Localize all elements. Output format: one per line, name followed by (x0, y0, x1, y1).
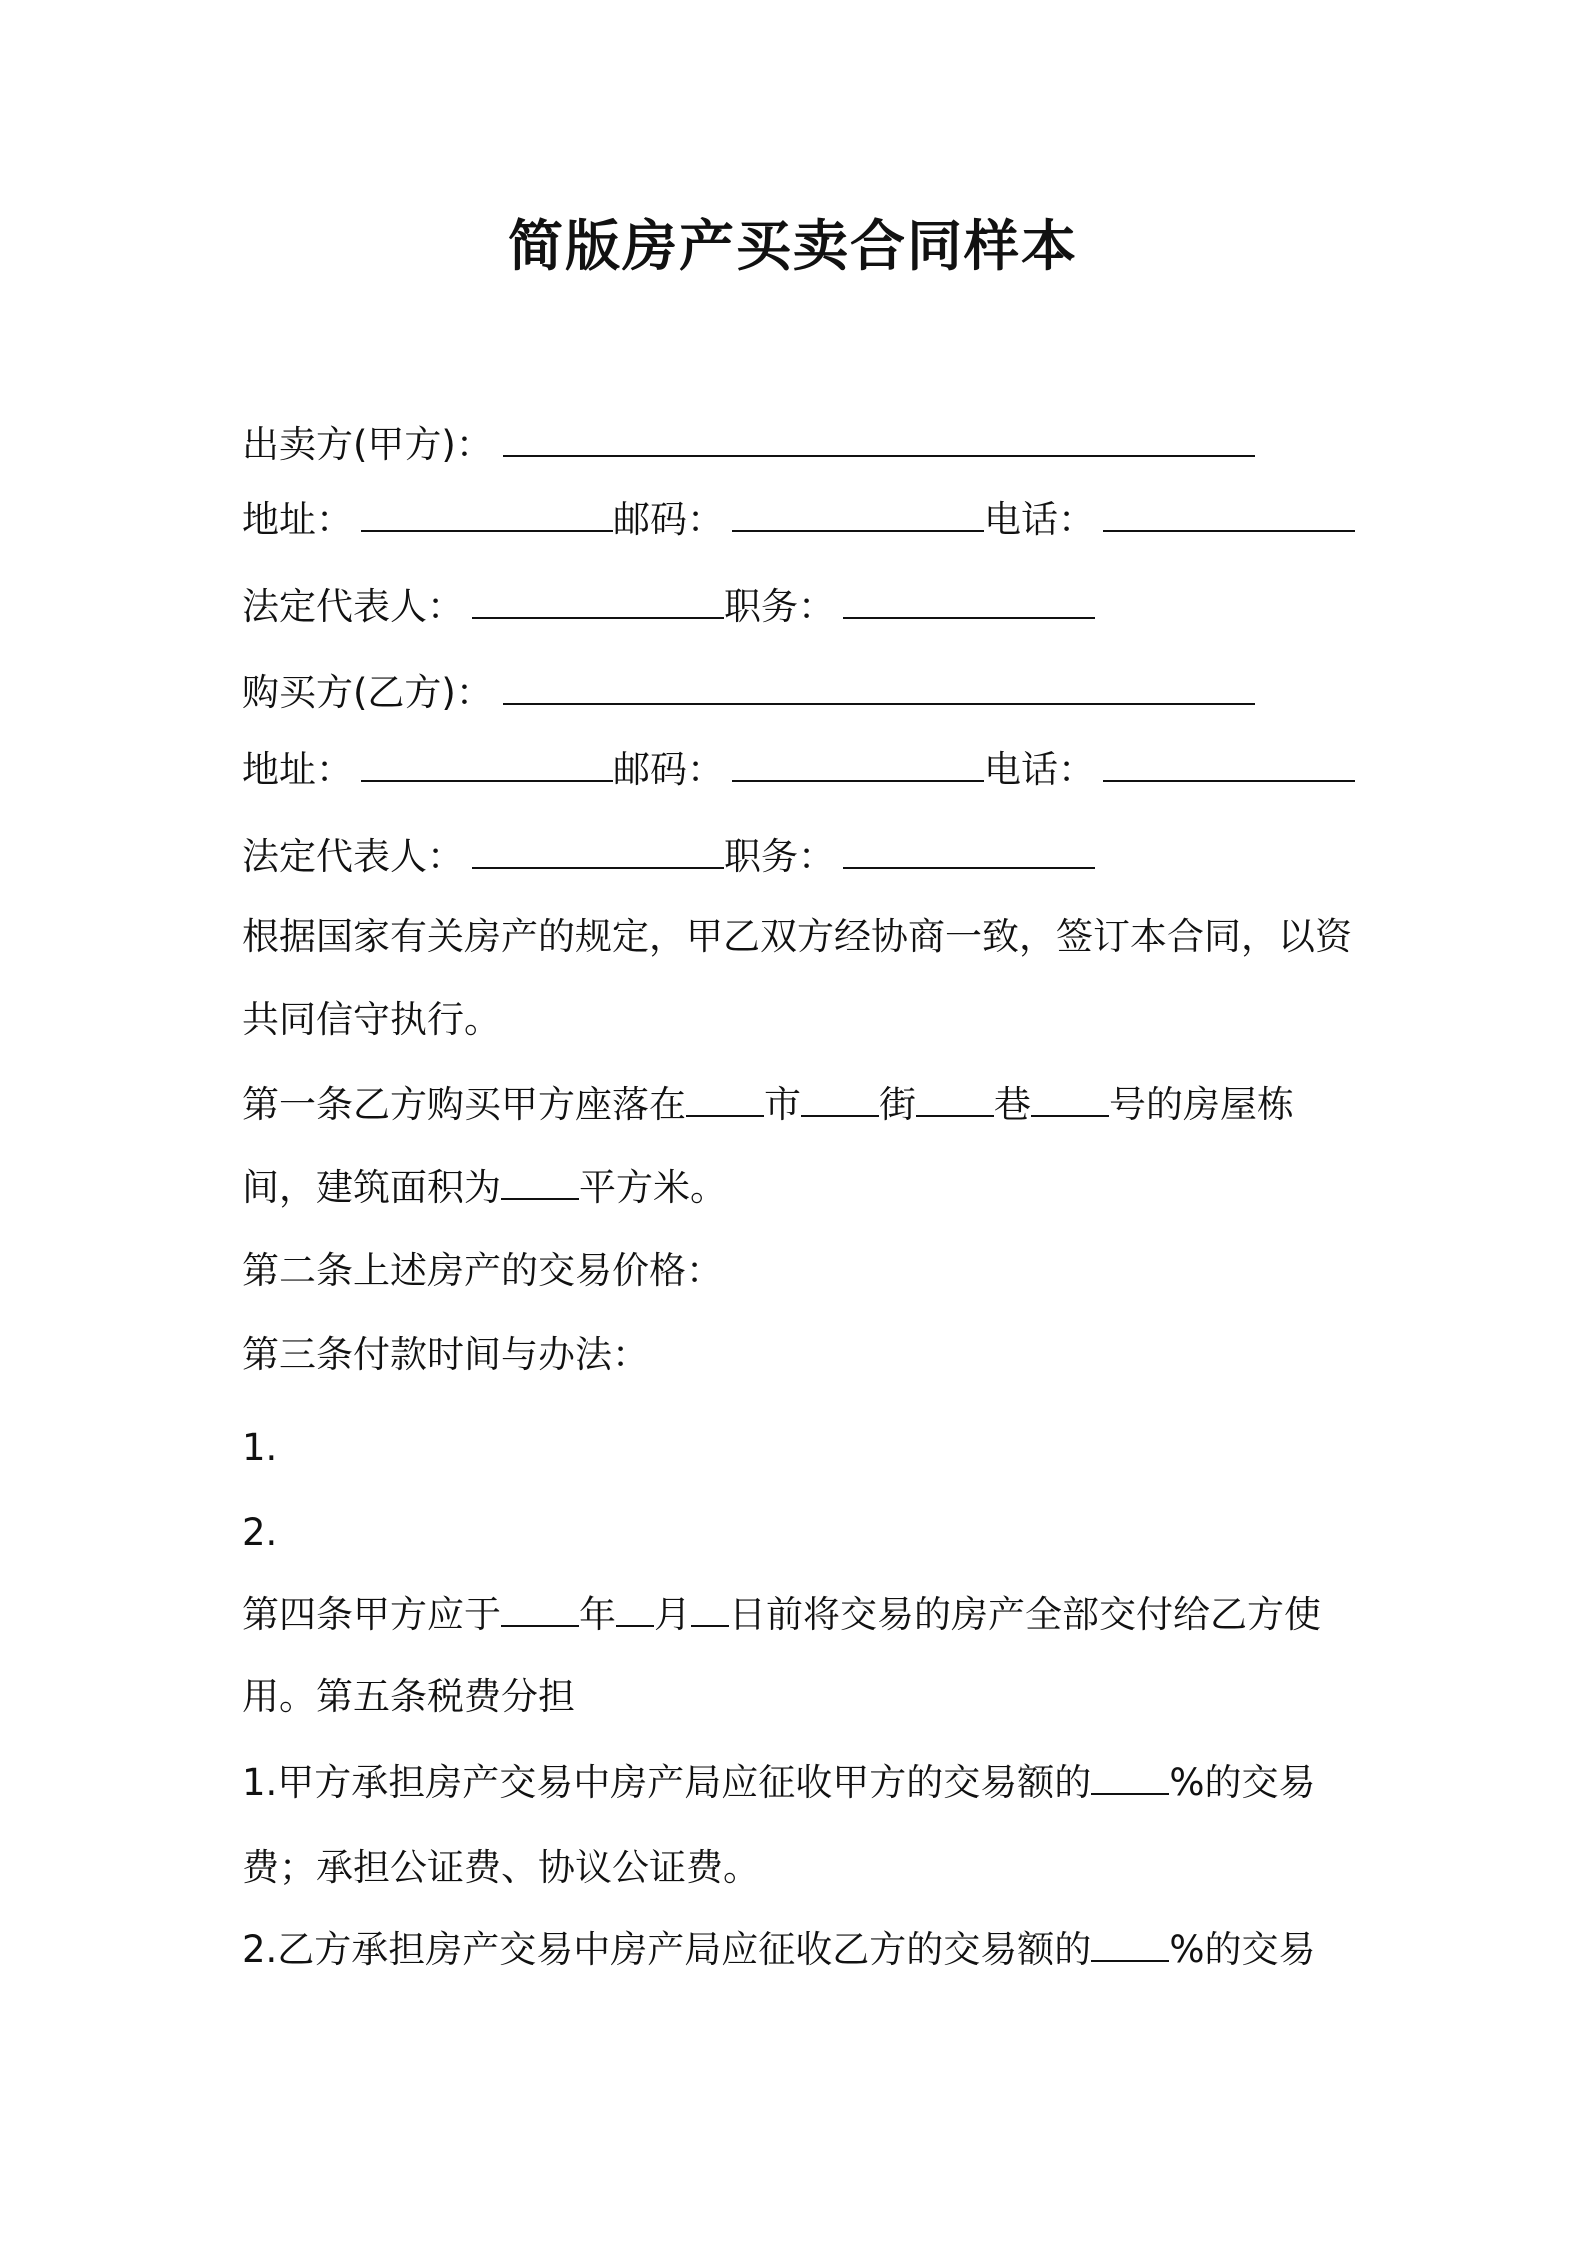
buyer-phone-label: 电话： (984, 748, 1095, 791)
buyer-address-label: 地址： (242, 748, 353, 791)
buyer-phone-blank[interactable] (1103, 746, 1355, 782)
article-5-item-1-text-a: 1.甲方承担房产交易中房产局应征收甲方的交易额的 (242, 1761, 1092, 1804)
seller-rep-blank[interactable] (472, 583, 724, 619)
buyer-postcode-label: 邮码： (613, 748, 724, 791)
preamble-line-2: 共同信守执行。 (242, 998, 501, 1041)
lane-blank[interactable] (916, 1081, 994, 1117)
article-5-item-1-line-2: 费；承担公证费、协议公证费。 (242, 1846, 760, 1889)
article-5-item-2-text-b: %的交易 (1169, 1928, 1316, 1971)
seller-address-blank[interactable] (361, 496, 613, 532)
document-title: 简版房产买卖合同样本 (507, 214, 1078, 278)
seller-line (242, 420, 1255, 470)
article-1-text-3: 街 (879, 1083, 916, 1126)
buyer-line (242, 668, 1255, 718)
buyer-position-label: 职务： (724, 835, 835, 878)
seller-name-blank[interactable] (503, 421, 1255, 457)
article-4-text-3: 月 (654, 1593, 691, 1636)
article-3-title: 第三条付款时间与办法： (242, 1333, 649, 1376)
article-1-area-text: 间，建筑面积为 (242, 1166, 501, 1209)
article-1-text-1: 第一条乙方购买甲方座落在 (242, 1083, 686, 1126)
buyer-rep-line (242, 832, 1095, 882)
seller-postcode-label: 邮码： (613, 498, 724, 541)
preamble-line-1: 根据国家有关房产的规定，甲乙双方经协商一致，签订本合同，以资 (242, 915, 1352, 958)
article-2: 第二条上述房产的交易价格： (242, 1249, 723, 1292)
article-5-item-2-text-a: 2.乙方承担房产交易中房产局应征收乙方的交易额的 (242, 1928, 1092, 1971)
buyer-name-blank[interactable] (503, 669, 1255, 705)
article-1-text-5: 号的房屋栋 (1109, 1083, 1294, 1126)
buyer-address-blank[interactable] (361, 746, 613, 782)
area-blank[interactable] (501, 1164, 579, 1200)
year-blank[interactable] (501, 1591, 579, 1627)
article-1-line-1 (242, 1080, 1294, 1130)
article-1-text-2: 市 (764, 1083, 801, 1126)
seller-rep-line (242, 582, 1095, 632)
buyer-postcode-blank[interactable] (732, 746, 984, 782)
buyer-position-blank[interactable] (843, 833, 1095, 869)
article-5-item-2-line-1 (242, 1925, 1315, 1975)
article-4-line-1 (242, 1590, 1321, 1640)
buyer-rep-blank[interactable] (472, 833, 724, 869)
seller-address-label: 地址： (242, 498, 353, 541)
seller-position-label: 职务： (724, 585, 835, 628)
article-5-item-1-text-b: %的交易 (1169, 1761, 1316, 1804)
article-4-text-1: 第四条甲方应于 (242, 1593, 501, 1636)
seller-position-blank[interactable] (843, 583, 1095, 619)
article-1-line-2 (242, 1163, 727, 1213)
article-3-item-1: 1. (242, 1426, 278, 1469)
article-1-unit-text: 平方米。 (579, 1166, 727, 1209)
seller-fee-percent-blank[interactable] (1091, 1759, 1169, 1795)
street-blank[interactable] (801, 1081, 879, 1117)
city-blank[interactable] (686, 1081, 764, 1117)
buyer-rep-label: 法定代表人： (242, 835, 464, 878)
seller-contact-line (242, 495, 1355, 545)
article-5-item-1-line-1 (242, 1758, 1315, 1808)
day-blank[interactable] (691, 1591, 729, 1627)
month-blank[interactable] (616, 1591, 654, 1627)
article-3-item-2: 2. (242, 1511, 278, 1554)
buyer-fee-percent-blank[interactable] (1091, 1926, 1169, 1962)
seller-postcode-blank[interactable] (732, 496, 984, 532)
seller-label: 出卖方(甲方)： (242, 423, 493, 466)
article-4-text-4: 日前将交易的房产全部交付给乙方使 (729, 1593, 1321, 1636)
seller-phone-blank[interactable] (1103, 496, 1355, 532)
article-4-text-2: 年 (579, 1593, 616, 1636)
article-1-text-4: 巷 (994, 1083, 1031, 1126)
seller-phone-label: 电话： (984, 498, 1095, 541)
buyer-contact-line (242, 745, 1355, 795)
article-4-line-2: 用。第五条税费分担 (242, 1675, 575, 1718)
buyer-label: 购买方(乙方)： (242, 671, 493, 714)
number-blank[interactable] (1031, 1081, 1109, 1117)
seller-rep-label: 法定代表人： (242, 585, 464, 628)
